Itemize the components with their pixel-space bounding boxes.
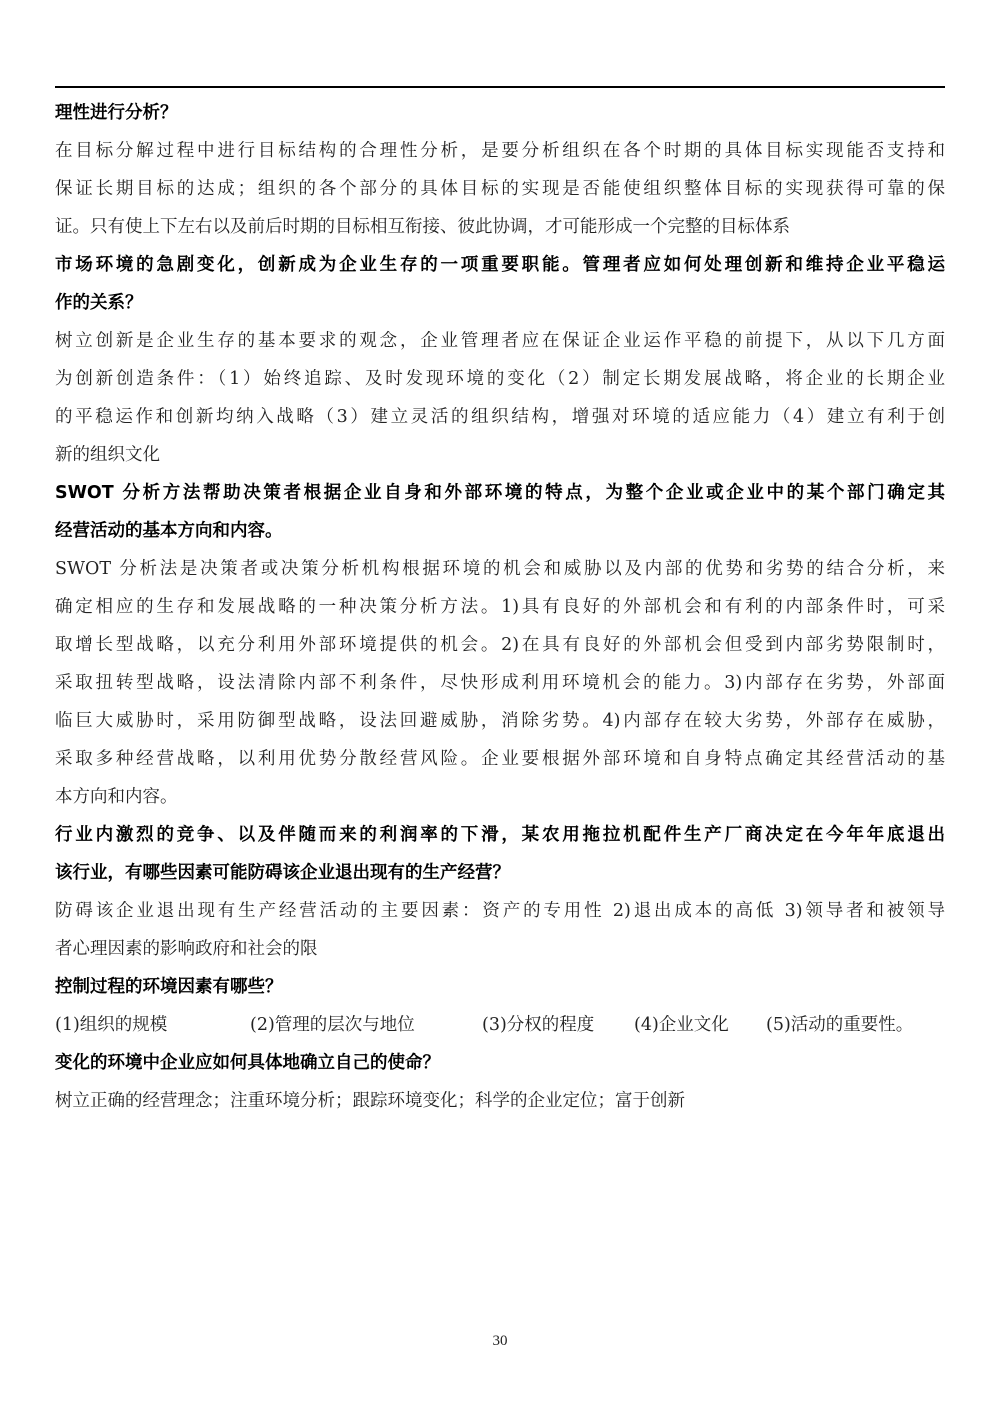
answer-line: 在目标分解过程中进行目标结构的合理性分析，是要分析组织在各个时期的具体目标实现能否支持和 bbox=[55, 141, 945, 161]
answer-line: 为创新创造条件：（1）始终追踪、及时发现环境的变化（2）制定长期发展战略，将企业的长期企业 bbox=[55, 369, 945, 389]
question-line: 经营活动的基本方向和内容。 bbox=[55, 521, 283, 541]
control-factors-row bbox=[55, 1006, 945, 1044]
control-factor-item: (1)组织的规模 bbox=[55, 1015, 168, 1035]
answer-line: 本方向和内容。 bbox=[55, 787, 178, 807]
answer-line: 的平稳运作和创新均纳入战略（3）建立灵活的组织结构，增强对环境的适应能力（4）建立有利于创 bbox=[55, 407, 945, 427]
question-line: 理性进行分析？ bbox=[55, 103, 178, 123]
answer-line: 采取扭转型战略，设法清除内部不利条件，尽快形成利用环境机会的能力。3)内部存在劣势，外部面 bbox=[55, 673, 945, 693]
control-factor-item: (5)活动的重要性。 bbox=[766, 1015, 914, 1035]
page-number: 30 bbox=[492, 1333, 508, 1349]
control-factor-item: (4)企业文化 bbox=[634, 1015, 729, 1035]
answer-line: 保证长期目标的达成；组织的各个部分的具体目标的实现是否能使组织整体目标的实现获得可靠的保 bbox=[55, 179, 945, 199]
header-rule bbox=[55, 86, 945, 88]
answer-line: SWOT 分析法是决策者或决策分析机构根据环境的机会和威胁以及内部的优势和劣势的结合分析，来 bbox=[55, 559, 945, 579]
question-line: 变化的环境中企业应如何具体地确立自己的使命？ bbox=[55, 1053, 440, 1073]
question-line: 行业内激烈的竞争、以及伴随而来的利润率的下滑，某农用拖拉机配件生产厂商决定在今年年底退出 bbox=[55, 825, 945, 845]
answer-line: 者心理因素的影响政府和社会的限 bbox=[55, 939, 318, 959]
answer-line: 临巨大威胁时，采用防御型战略，设法回避威胁，消除劣势。4)内部存在较大劣势，外部存在威胁， bbox=[55, 711, 945, 731]
answer-line: 证。只有使上下左右以及前后时期的目标相互衔接、彼此协调，才可能形成一个完整的目标体系 bbox=[55, 217, 790, 237]
question-line: 作的关系？ bbox=[55, 293, 143, 313]
control-factor-item: (2)管理的层次与地位 bbox=[250, 1015, 415, 1035]
question-line: 该行业，有哪些因素可能防碍该企业退出现有的生产经营？ bbox=[55, 863, 510, 883]
question-line: 控制过程的环境因素有哪些？ bbox=[55, 977, 283, 997]
control-factor-item: (3)分权的程度 bbox=[482, 1015, 595, 1035]
answer-line: 防碍该企业退出现有生产经营活动的主要因素：资产的专用性 2)退出成本的高低 3)领导者和被领导 bbox=[55, 901, 945, 921]
document-body bbox=[55, 94, 945, 1120]
answer-line: 取增长型战略，以充分利用外部环境提供的机会。2)在具有良好的外部机会但受到内部劣势限制时， bbox=[55, 635, 945, 655]
answer-line: 树立创新是企业生存的基本要求的观念，企业管理者应在保证企业运作平稳的前提下，从以下几方面 bbox=[55, 331, 945, 351]
question-line: SWOT 分析方法帮助决策者根据企业自身和外部环境的特点，为整个企业或企业中的某个部门确定其 bbox=[55, 483, 945, 503]
answer-line: 采取多种经营战略，以利用优势分散经营风险。企业要根据外部环境和自身特点确定其经营活动的基 bbox=[55, 749, 945, 769]
question-line: 市场环境的急剧变化，创新成为企业生存的一项重要职能。管理者应如何处理创新和维持企业平稳运 bbox=[55, 255, 945, 275]
answer-line: 新的组织文化 bbox=[55, 445, 160, 465]
answer-line: 确定相应的生存和发展战略的一种决策分析方法。1)具有良好的外部机会和有利的内部条件时，可采 bbox=[55, 597, 945, 617]
answer-line: 树立正确的经营理念；注重环境分析；跟踪环境变化；科学的企业定位；富于创新 bbox=[55, 1091, 685, 1111]
